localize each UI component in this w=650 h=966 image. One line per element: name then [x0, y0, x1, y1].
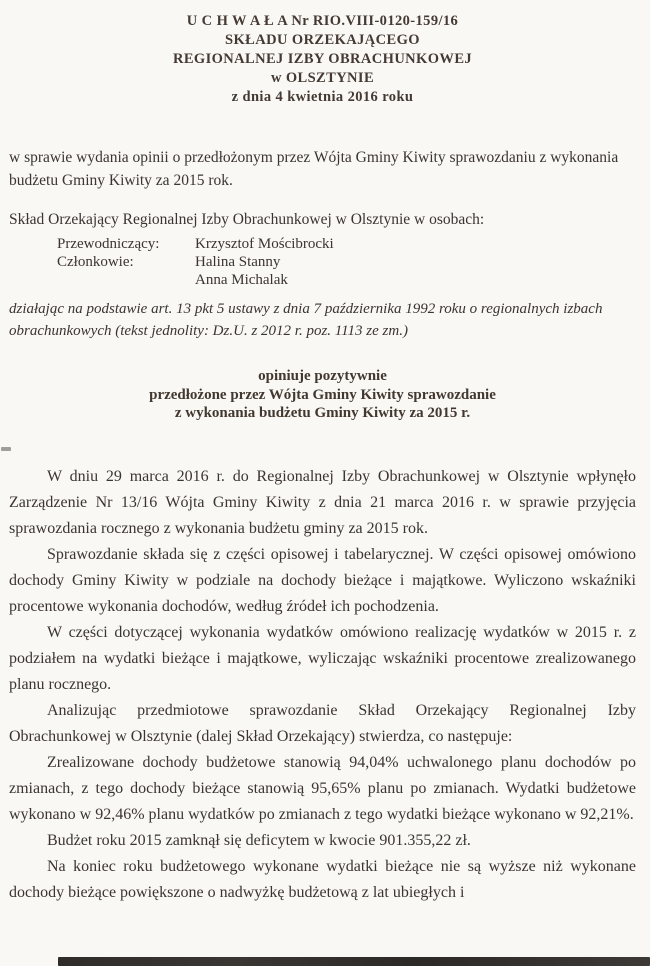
header-resolution-number: U C H W A Ł A Nr RIO.VIII-0120-159/16 [186, 13, 459, 29]
document-header [9, 12, 636, 107]
panel-row-member-2 [9, 271, 636, 289]
body-paragraph-2: Sprawozdanie składa się z części opisowej i tabelarycznej. W części opisowej omówiono dochody Gminy Kiwity w podziale na dochody bieżące i majątkowe. Wyliczono wskaźniki procentowe wykonania dochodów, według źródeł ich pochodzenia. [9, 545, 636, 615]
header-city: w OLSZTYNIE [270, 70, 375, 86]
body-paragraph-1: W dniu 29 marca 2016 r. do Regionalnej Izby Obrachunkowej w Olsztynie wpłynęło Zarządzenie Nr 13/16 Wójta Gminy Kiwity z dnia 21 marca 2016 r. w sprawie przyjęcia sprawozdania rocznego z wykonania budżetu gminy za 2015 rok. [9, 467, 636, 537]
header-issuing-body-line2: REGIONALNEJ IZBY OBRACHUNKOWEJ [172, 51, 473, 67]
panel-row-member-1 [9, 253, 636, 271]
panel-row-chairman [9, 235, 636, 253]
resolution-line-2: przedłożone przez Wójta Gminy Kiwity sprawozdanie [149, 386, 496, 403]
scan-speck-artifact [1, 447, 11, 451]
resolution-statement [9, 367, 636, 423]
header-date: z dnia 4 kwietnia 2016 roku [231, 89, 414, 105]
header-issuing-body-line1: SKŁADU ORZEKAJĄCEGO [225, 32, 420, 48]
legal-basis: działając na podstawie art. 13 pkt 5 ustawy z dnia 7 października 1992 roku o regionalnych izbach obrachunkowych (tekst jednolity: Dz.U. z 2012 r. poz. 1113 ze zm.) [9, 301, 603, 339]
chairman-name: Krzysztof Mościbrocki [195, 236, 334, 252]
document-subject: w sprawie wydania opinii o przedłożonym przez Wójta Gminy Kiwity sprawozdaniu z wykonania budżetu Gminy Kiwity za 2015 rok. [9, 149, 619, 189]
document-body [9, 464, 636, 906]
adjudicating-panel [9, 235, 636, 289]
resolution-line-3: z wykonania budżetu Gminy Kiwity za 2015 r. [174, 405, 471, 421]
members-label: Członkowie: [57, 254, 134, 270]
members-label-spacer [57, 271, 195, 289]
panel-intro: Skład Orzekający Regionalnej Izby Obrachunkowej w Olsztynie w osobach: [9, 211, 485, 228]
scan-artifact-bottom-bar [58, 957, 650, 966]
body-paragraph-4: Analizując przedmiotowe sprawozdanie Skład Orzekający Regionalnej Izby Obrachunkowej w Olsztynie (dalej Skład Orzekający) stwierdza, co następuje: [9, 701, 636, 745]
resolution-line-1: opiniuje pozytywnie [258, 368, 387, 384]
chairman-label: Przewodniczący: [57, 236, 160, 252]
body-paragraph-7: Na koniec roku budżetowego wykonane wydatki bieżące nie są wyższe niż wykonane dochody bieżące powiększone o nadwyżkę budżetową z lat ubiegłych i [9, 857, 636, 901]
body-paragraph-6: Budżet roku 2015 zamknął się deficytem w kwocie 901.355,22 zł. [47, 831, 471, 849]
body-paragraph-3: W części dotyczącej wykonania wydatków omówiono realizację wydatków w 2015 r. z podziałem na wydatki bieżące i majątkowe, wyliczając wskaźniki procentowe zrealizowanego planu rocznego. [9, 623, 636, 693]
member-name-1: Halina Stanny [195, 254, 281, 270]
body-paragraph-5: Zrealizowane dochody budżetowe stanowią 94,04% uchwalonego planu dochodów po zmianach, z tego dochody bieżące stanowią 95,65% planu po zmianach. Wydatki budżetowe wykonano w 92,46% planu wydatków po zmianach z tego wydatki bieżące wykonano w 92,21%. [9, 753, 636, 823]
member-name-2: Anna Michalak [195, 272, 288, 288]
